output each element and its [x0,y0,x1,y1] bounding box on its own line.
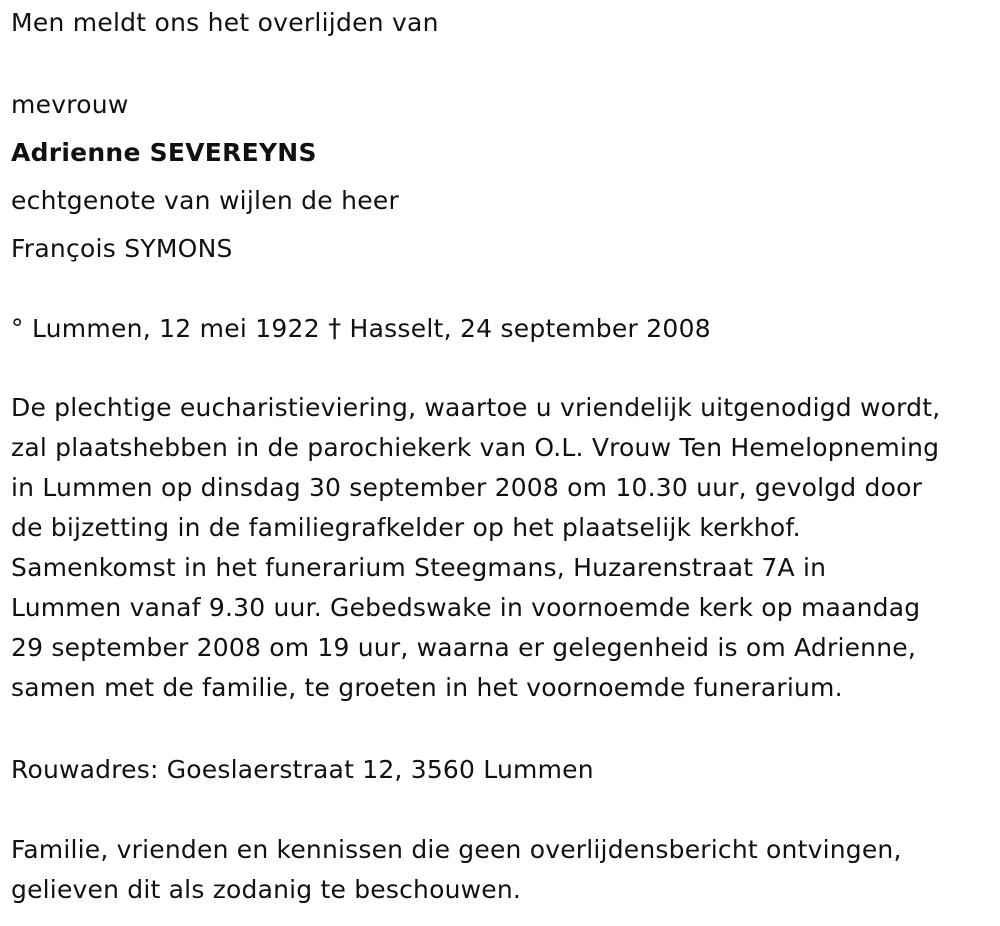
spouse-name: François SYMONS [11,234,233,263]
cross-icon: † [328,314,342,344]
death-info: Hasselt, 24 september 2008 [349,314,711,343]
service-line: in Lummen op dinsdag 30 september 2008 om 10.30 uur, gevolgd door [11,473,923,502]
service-line: Lummen vanaf 9.30 uur. Gebedswake in voornoemde kerk op maandag [11,593,921,622]
birth-info: ° Lummen, 12 mei 1922 [11,314,320,343]
service-line: de bijzetting in de familiegrafkelder op het plaatselijk kerkhof. [11,513,801,542]
service-line: De plechtige eucharistieviering, waartoe u vriendelijk uitgenodigd wordt, [11,393,941,422]
deceased-name: Adrienne SEVEREYNS [11,138,317,167]
closing-line: gelieven dit als zodanig te beschouwen. [11,875,522,904]
service-line: zal plaatshebben in de parochiekerk van O.L. Vrouw Ten Hemelopneming [11,433,940,462]
service-line: Samenkomst in het funerarium Steegmans, Huzarenstraat 7A in [11,553,827,582]
service-paragraph [11,388,996,708]
closing-line: Familie, vrienden en kennissen die geen overlijdensbericht ontvingen, [11,835,902,864]
mourning-address [11,750,996,790]
service-line: samen met de familie, te groeten in het voornoemde funerarium. [11,673,843,702]
honorific: mevrouw [11,90,129,119]
service-line: 29 september 2008 om 19 uur, waarna er gelegenheid is om Adrienne, [11,633,916,662]
intro-text: Men meldt ons het overlijden van [11,8,439,37]
address-line: Rouwadres: Goeslaerstraat 12, 3560 Lummen [11,755,594,784]
closing-paragraph [11,830,996,910]
spouse-relation: echtgenote van wijlen de heer [11,186,399,215]
birth-death-dates [11,316,711,342]
